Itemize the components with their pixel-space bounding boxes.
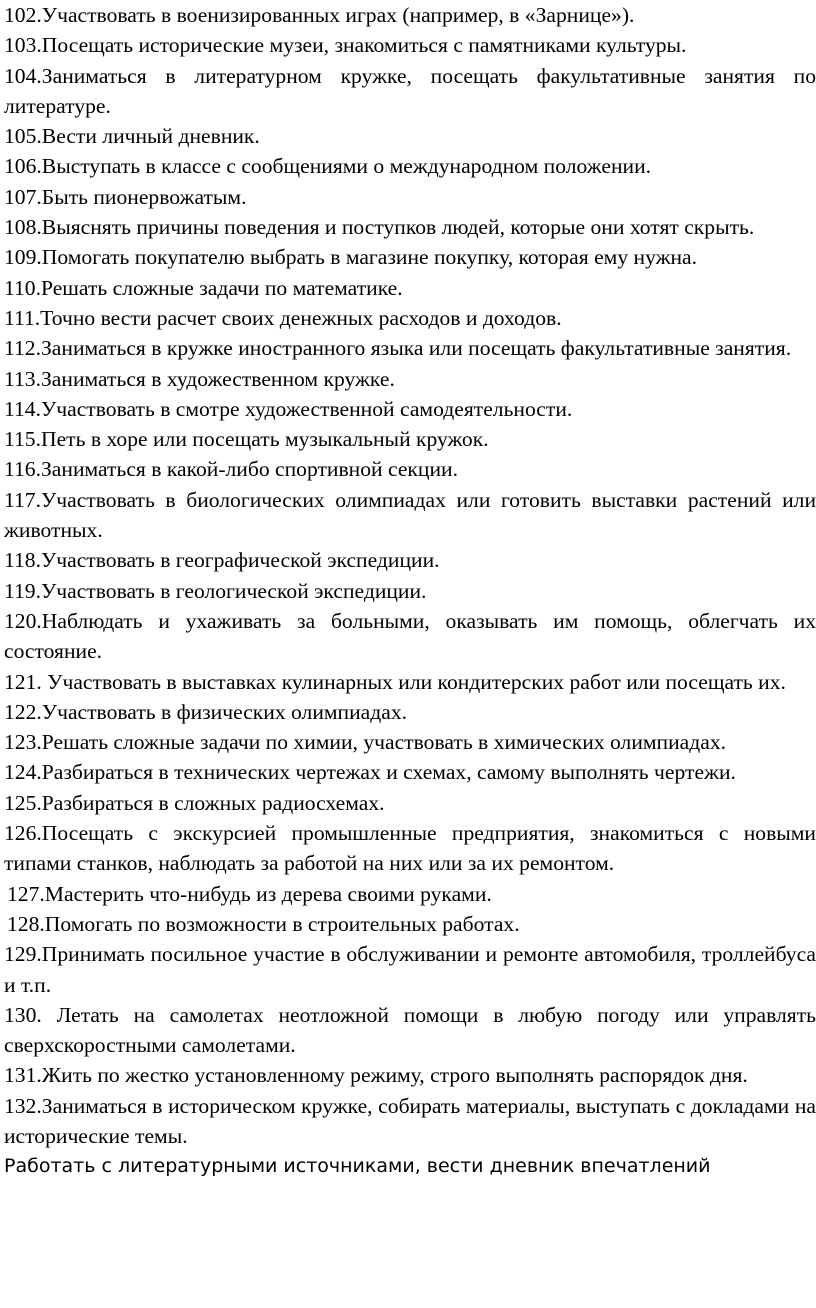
list-item: 120.Наблюдать и ухаживать за больными, оказывать им помощь, облегчать их состояние. (4, 608, 816, 664)
list-item: 123.Решать сложные задачи по химии, участвовать в химических олимпиадах. (4, 730, 727, 755)
list-item: 111.Точно вести расчет своих денежных расходов и доходов. (4, 305, 562, 330)
list-item: 127.Мастерить что-нибудь из дерева своими руками. (7, 881, 492, 906)
list-item: 110.Решать сложные задачи по математике. (4, 275, 403, 300)
closing-line: Работать с литературными источниками, вести дневник впечатлений (4, 1155, 711, 1178)
list-item: 118.Участвовать в географической экспедиции. (4, 548, 440, 573)
list-item: 130. Летать на самолетах неотложной помощи в любую погоду или управлять сверхскоростными самолетами. (4, 1002, 816, 1058)
list-item: 112.Заниматься в кружке иностранного языка или посещать факультативные занятия. (4, 336, 792, 361)
list-item: 125.Разбираться в сложных радиосхемах. (4, 790, 385, 815)
list-item: 109.Помогать покупателю выбрать в магазине покупку, которая ему нужна. (4, 245, 698, 270)
list-item: 108.Выяснять причины поведения и поступков людей, которые они хотят скрыть. (4, 215, 755, 240)
list-item: 107.Быть пионервожатым. (4, 184, 247, 209)
list-item: 131.Жить по жестко установленному режиму, строго выполнять распорядок дня. (4, 1063, 748, 1088)
document-body (4, 0, 816, 1182)
list-item: 132.Заниматься в историческом кружке, собирать материалы, выступать с докладами на исторические темы. (4, 1093, 816, 1148)
list-item: 128.Помогать по возможности в строительных работах. (7, 911, 520, 936)
list-item: 113.Заниматься в художественном кружке. (4, 366, 395, 391)
list-item: 115.Петь в хоре или посещать музыкальный кружок. (4, 427, 489, 452)
list-item: 121. Участвовать в выставках кулинарных или кондитерских работ или посещать их. (4, 669, 786, 694)
list-item: 106.Выступать в классе с сообщениями о международном положении. (4, 154, 652, 179)
list-item: 119.Участвовать в геологической экспедиции. (4, 578, 427, 603)
list-item: 122.Участвовать в физических олимпиадах. (4, 699, 408, 724)
list-item: 116.Заниматься в какой-либо спортивной секции. (4, 457, 458, 482)
list-item: 102.Участвовать в военизированных играх (например, в «Зарнице»). (4, 3, 635, 27)
list-item: 104.Заниматься в литературном кружке, посещать факультативные занятия по литературе. (4, 63, 816, 118)
list-item: 129.Принимать посильное участие в обслуживании и ремонте автомобиля, троллейбуса и т.п. (4, 942, 816, 997)
list-item: 103.Посещать исторические музеи, знакомиться с памятниками культуры. (4, 33, 687, 58)
list-item: 117.Участвовать в биологических олимпиадах или готовить выставки растений или животных. (4, 487, 816, 543)
list-item: 105.Вести личный дневник. (4, 124, 260, 149)
list-item: 114.Участвовать в смотре художественной самодеятельности. (4, 396, 573, 421)
list-item: 126.Посещать с экскурсией промышленные предприятия, знакомиться с новыми типами станков, наблюдать за работой на них или за их ремонтом. (4, 821, 816, 876)
list-item: 124.Разбираться в технических чертежах и схемах, самому выполнять чертежи. (4, 760, 736, 785)
